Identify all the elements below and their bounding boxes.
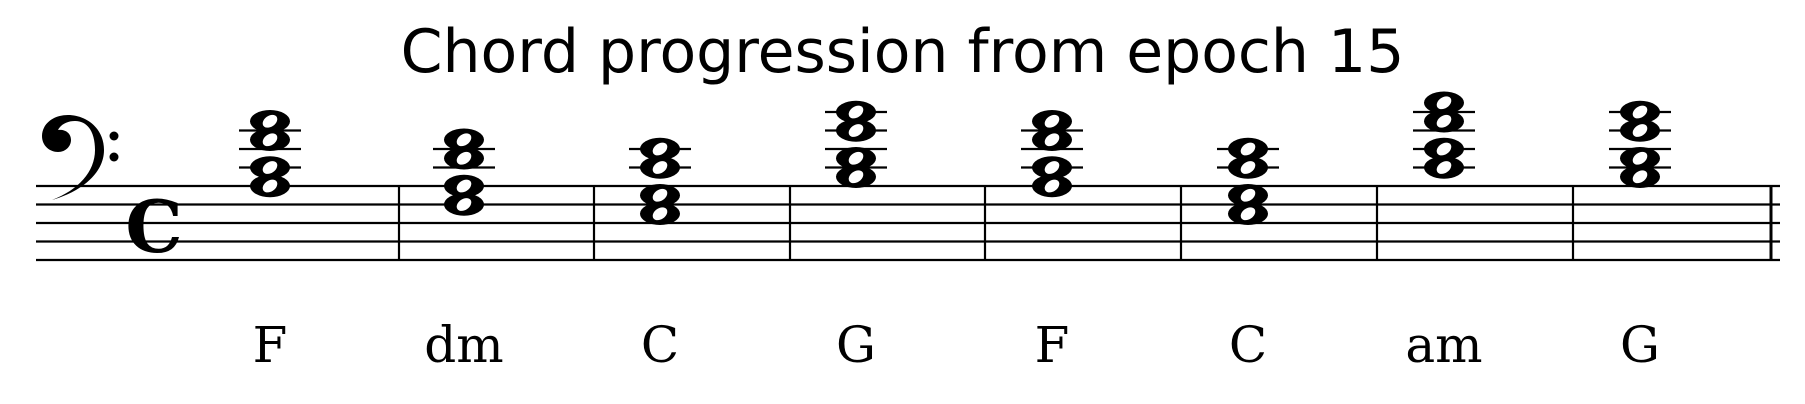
chord-name: F — [1034, 316, 1070, 374]
page-title: Chord progression from epoch 15 — [400, 17, 1405, 87]
whole-note — [1620, 101, 1660, 123]
chord — [433, 129, 495, 216]
whole-note — [1620, 147, 1660, 169]
chord-name: am — [1405, 316, 1483, 374]
staff-lines — [36, 186, 1780, 260]
chord-name: C — [1228, 316, 1268, 374]
whole-note — [836, 147, 876, 169]
chord-name: G — [1620, 316, 1660, 374]
chord — [239, 110, 301, 197]
chord — [1413, 92, 1475, 179]
whole-note — [250, 110, 290, 132]
chord-names — [253, 316, 1660, 374]
time-signature: C — [125, 184, 183, 269]
whole-note — [1424, 92, 1464, 114]
chord — [1021, 110, 1083, 197]
bass-clef-icon — [42, 115, 119, 200]
chord-name: G — [836, 316, 876, 374]
whole-note — [1424, 138, 1464, 160]
chord — [1217, 138, 1279, 225]
chord-name: F — [252, 316, 288, 374]
whole-note — [1032, 110, 1072, 132]
whole-note — [250, 156, 290, 178]
chord — [629, 138, 691, 225]
whole-note — [640, 138, 680, 160]
chord-name: dm — [424, 316, 504, 374]
whole-note — [444, 175, 484, 197]
chord-name: C — [640, 316, 680, 374]
whole-note — [640, 184, 680, 206]
chord — [1609, 101, 1671, 188]
whole-note — [1032, 156, 1072, 178]
whole-note — [1228, 138, 1268, 160]
whole-note — [444, 129, 484, 151]
whole-note — [836, 101, 876, 123]
chord — [825, 101, 887, 188]
whole-note — [1228, 184, 1268, 206]
